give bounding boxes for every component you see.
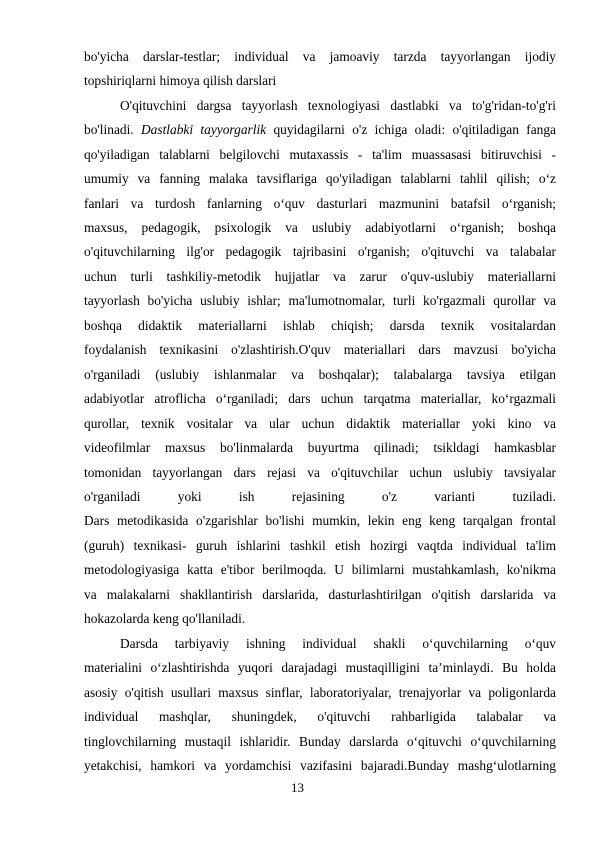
- text-line: fanlari va turdosh fanlarning o‘quv dasturlari mazmunini batafsil o‘rganish;: [84, 196, 556, 211]
- text-line: O'qituvchini dargsa tayyorlash texnologiyasi dastlabki va to'g'ridan-to'g'ri: [120, 98, 556, 113]
- text-line: tomonidan tayyorlangan dars rejasi va o'qituvchilar uchun uslubiy tavsiyalar: [84, 465, 556, 480]
- text-line: o'qituvchilarning ilg'or pedagogik tajribasini o'rganish; o'qituvchi va talabalar: [84, 244, 556, 259]
- text-line: bo'linadi. Dastlabki tayyorgarlik quyidagilarni o'z ichiga oladi: o'qitiladigan fanga: [84, 122, 556, 137]
- text-line: uchun turli tashkiliy-metodik hujjatlar va zarur o'quv-uslubiy materiallarni: [84, 269, 556, 284]
- text-line: topshiriqlarni himoya qilish darslari: [84, 73, 277, 88]
- text-line: o'rganiladi (uslubiy ishlanmalar va boshqalar); talabalarga tavsiya etilgan: [84, 367, 556, 382]
- text-line: (guruh) texnikasi- guruh ishlarini tashkil etish hozirgi vaqtda individual ta'lim: [84, 538, 556, 553]
- text-line: umumiy va fanning malaka tavsiflariga qo'yiladigan talablarni tahlil qilish; o‘z: [84, 171, 556, 186]
- text-line: va malakalarni shakllantirish darslarida, dasturlashtirilgan o'qitish darslarida va: [84, 587, 556, 602]
- text-line: qo'yiladigan talablarni belgilovchi mutaxassis - ta'lim muassasasi bitiruvchisi -: [84, 147, 556, 162]
- text-line: foydalanish texnikasini o'zlashtirish.O'quv materiallari dars mavzusi bo'yicha: [84, 342, 556, 357]
- text-line: boshqa didaktik materiallarni ishlab chiqish; darsda texnik vositalardan: [84, 318, 556, 333]
- text-line: qurollar, texnik vositalar va ular uchun didaktik materiallar yoki kino va: [84, 416, 556, 431]
- text-line: bo'yicha darslar-testlar; individual va jamoaviy tarzda tayyorlangan ijodiy: [84, 49, 556, 64]
- text-line: Dars metodikasida o'zgarishlar bo'lishi mumkin, lekin eng keng tarqalgan frontal: [84, 513, 556, 528]
- text-line: o'rganiladi yoki ish rejasining o'z varianti tuziladi.: [84, 489, 556, 504]
- text-line: yetakchisi, hamkori va yordamchisi vazifasini bajaradi.Bunday mashg‘ulotlarning: [84, 758, 556, 773]
- text-line: adabiyotlar atroflicha o‘rganiladi; dars uchun tarqatma materiallar, ko‘rgazmali: [84, 391, 556, 406]
- text-line: metodologiyasiga katta e'tibor berilmoqda. U bilimlarni mustahkamlash, ko'nikma: [84, 562, 556, 577]
- text-line: videofilmlar maxsus bo'linmalarda buyurtma qilinadi; tsikldagi hamkasblar: [84, 440, 556, 455]
- text-line: tinglovchilarning mustaqil ishlaridir. Bunday darslarda o‘qituvchi o‘quvchilarning: [84, 734, 556, 749]
- text-line: maxsus, pedagogik, psixologik va uslubiy adabiyotlarni o‘rganish; boshqa: [84, 220, 556, 235]
- text-line: individual mashqlar, shuningdek, o'qituvchi rahbarligida talabalar va: [84, 709, 556, 724]
- italic-term: Dastlabki tayyorgarlik: [141, 122, 267, 137]
- text-line: materialini o‘zlashtirishda yuqori darajadagi mustaqilligini ta’minlaydi. Bu holda: [84, 660, 556, 675]
- text-line: asosiy o'qitish usullari maxsus sinflar, laboratoriyalar, trenajyorlar va poligonlarda: [84, 685, 556, 700]
- text-line: hokazolarda keng qo'llaniladi.: [84, 611, 246, 626]
- text-line: Darsda tarbiyaviy ishning individual shakli o‘quvchilarning o‘quv: [120, 636, 556, 651]
- page-number: 13: [291, 780, 304, 795]
- text-line: tayyorlash bo'yicha uslubiy ishlar; ma'lumotnomalar, turli ko'rgazmali qurollar va: [84, 293, 556, 308]
